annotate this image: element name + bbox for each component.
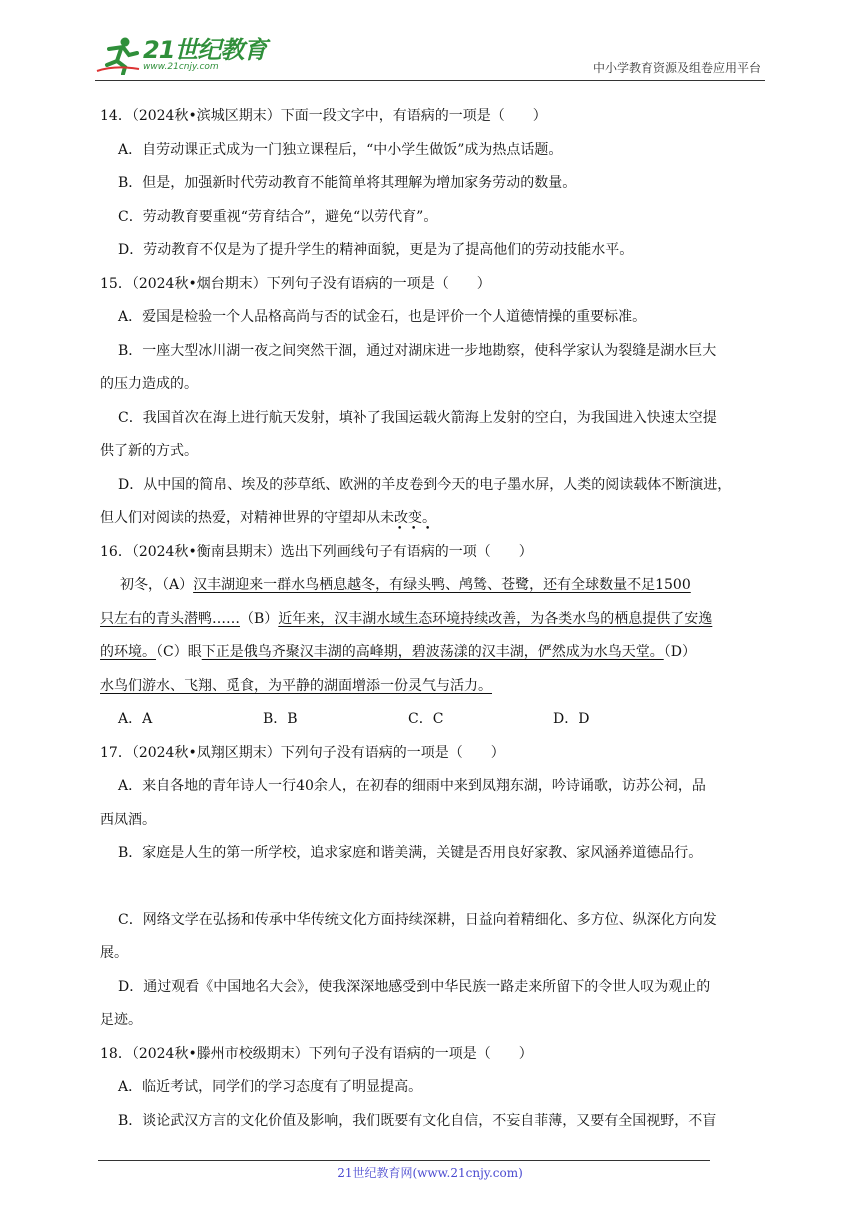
question-16-passage-line-3 — [100, 636, 762, 670]
question-15-option-c: C．我国首次在海上进行航天发射，填补了我国运载火箭海上发射的空白，为我国进入快速太空提 — [118, 409, 717, 426]
question-15-stem: 15．（2024秋•烟台期末）下列句子没有语病的一项是（ ） — [100, 275, 491, 292]
question-15-option-d-cont: 但人们对阅读的热爱，对精神世界的守望却从未改变。 — [100, 510, 436, 526]
question-18-option-b: B．谈论武汉方言的文化价值及影响，我们既要有文化自信，不妄自菲薄，又要有全国视野，不盲 — [118, 1112, 717, 1129]
page-header — [95, 34, 765, 81]
question-16-passage-line-2 — [100, 603, 762, 637]
question-17-option-c: C．网络文学在弘扬和传承中华传统文化方面持续深耕，日益向着精细化、多方位、纵深化方向发 — [118, 911, 717, 928]
question-16-stem — [100, 536, 762, 570]
document-body — [100, 100, 762, 1138]
footer-divider — [98, 1160, 710, 1161]
question-15-option-c-cont: 供了新的方式。 — [100, 443, 198, 459]
underlined-sentence-c: 下正是俄鸟齐聚汉丰湖的高峰期，碧波荡漾的汉丰湖，俨然成为水鸟天堂。 — [201, 644, 664, 660]
question-16-passage-line-1 — [100, 569, 762, 603]
marker-b: （B） — [240, 610, 279, 627]
question-15-option-b-cont: 的压力造成的。 — [100, 376, 198, 392]
question-15-option-d: D．从中国的简帛、埃及的莎草纸、欧洲的羊皮卷到今天的电子墨水屏，人类的阅读载体不断演进， — [118, 476, 732, 493]
question-17-stem: 17．（2024秋•凤翔区期末）下列句子没有语病的一项是（ ） — [100, 744, 505, 761]
question-16-option-b: B．B — [263, 711, 298, 727]
question-14-option-a: A．自劳动课正式成为一门独立课程后，“中小学生做饭”成为热点话题。 — [118, 141, 563, 158]
question-17-option-c-cont: 展。 — [100, 945, 128, 961]
underlined-sentence-b: 近年来，汉丰湖水域生态环境持续改善，为各类水鸟的栖息提供了安逸 — [278, 610, 713, 627]
marker-c: （C）眼 — [156, 644, 202, 660]
question-14-option-b: B．但是，加强新时代劳动教育不能简单将其理解为增加家务劳动的数量。 — [118, 175, 577, 191]
emphasis-dotted-text: 有语病 — [392, 543, 435, 560]
question-17-option-d-cont: 足迹。 — [100, 1012, 142, 1028]
question-16-option-d: D．D — [553, 711, 590, 727]
underlined-sentence-b-cont: 的环境。 — [100, 644, 156, 660]
logo — [95, 34, 266, 76]
logo-url: www.21cnjy.com — [143, 62, 219, 72]
question-15-option-b: B．一座大型冰川湖一夜之间突然干涸，通过对湖床进一步地勘察，使科学家认为裂缝是湖水巨大 — [118, 342, 717, 359]
question-17-option-b: B．家庭是人生的第一所学校，追求家庭和谐美满，关键是否用良好家教、家风涵养道德品行。 — [118, 845, 703, 861]
question-16-option-c: C．C — [408, 711, 444, 727]
question-18-option-a: A．临近考试，同学们的学习态度有了明显提高。 — [118, 1079, 423, 1095]
question-16-options — [100, 703, 762, 737]
runner-logo-icon — [95, 35, 141, 75]
question-14-option-c: C．劳动教育要重视“劳育结合”，避免“以劳代育”。 — [118, 208, 438, 225]
underlined-sentence-d: 水鸟们游水、飞翔、觅食，为平静的湖面增添一份灵气与活力。 — [100, 677, 492, 694]
question-17-option-a: A．来自各地的青年诗人一行40余人，在初春的细雨中来到凤翔东湖，吟诗诵歌，访苏公祠，品 — [118, 778, 706, 794]
logo-title: 21世纪教育 — [143, 36, 267, 64]
question-16-passage-line-4 — [100, 670, 762, 704]
footer-link[interactable]: 21世纪教育网(www.21cnjy.com) — [337, 1166, 523, 1180]
underlined-sentence-a-cont: 只左右的青头潜鸭…… — [100, 610, 240, 627]
marker-a: 初冬，（A） — [120, 577, 194, 593]
question-14-stem: 14．（2024秋•滨城区期末）下面一段文字中，有语病的一项是（ ） — [100, 108, 547, 124]
question-14-option-d: D．劳动教育不仅是为了提升学生的精神面貌，更是为了提高他们的劳动技能水平。 — [118, 242, 634, 258]
question-17-option-d: D．通过观看《中国地名大会》，使我深深地感受到中华民族一路走来所留下的令世人叹为观止的 — [118, 978, 711, 995]
marker-d: （D） — [663, 644, 696, 660]
question-16-option-a: A．A — [118, 711, 153, 727]
stem-text-end: 的一项（ ） — [434, 543, 533, 560]
platform-name: 中小学教育资源及组卷应用平台 — [592, 61, 761, 75]
underlined-sentence-a: 汉丰湖迎来一群水鸟栖息越冬，有绿头鸭、鸬鸶、苍鹭，还有全球数量不足1500 — [193, 577, 691, 593]
question-18-stem: 18．（2024秋•滕州市校级期末）下列句子没有语病的一项是（ ） — [100, 1045, 533, 1062]
stem-text: 16．（2024秋•衡南县期末）选出下列画线句子 — [100, 543, 393, 560]
blank-gap — [100, 871, 762, 904]
question-15-option-a: A．爱国是检验一个人品格高尚与否的试金石，也是评价一个人道德情操的重要标准。 — [118, 309, 647, 325]
question-17-option-a-cont: 西凤酒。 — [100, 811, 156, 828]
